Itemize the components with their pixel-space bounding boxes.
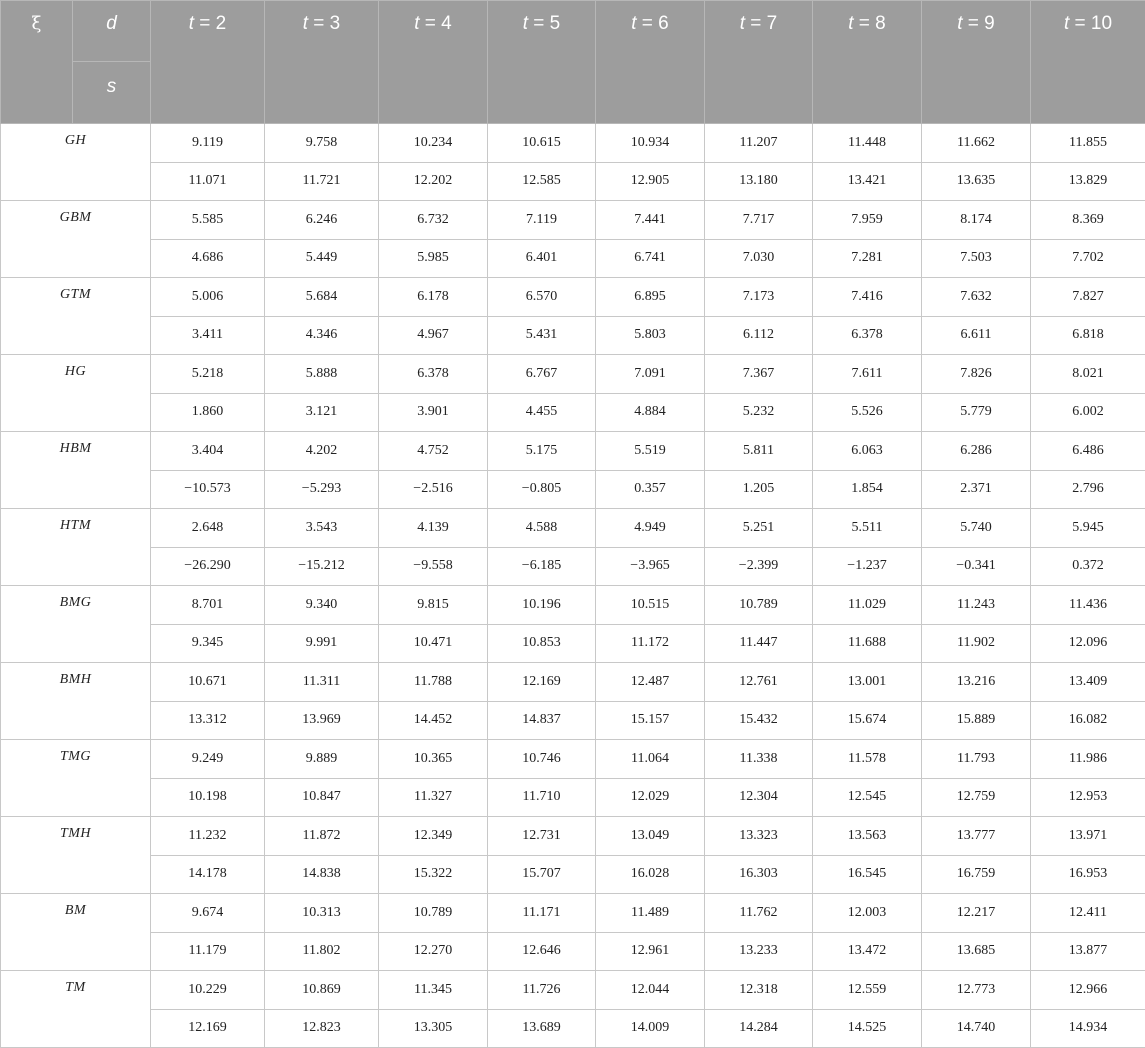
table-cell: 2.371 [922, 470, 1031, 509]
table-cell: 4.346 [265, 316, 379, 355]
table-cell: 12.044 [596, 971, 705, 1010]
table-cell: 8.021 [1031, 355, 1145, 394]
table-cell: 6.570 [488, 278, 596, 317]
table-cell: 4.949 [596, 509, 705, 548]
table-row [1, 740, 1145, 779]
table-cell: 9.758 [265, 124, 379, 163]
table-cell: 4.686 [151, 239, 265, 278]
table-cell: 5.779 [922, 393, 1031, 432]
table-cell: 13.777 [922, 817, 1031, 856]
table-row [1, 663, 1145, 702]
table-cell: −10.573 [151, 470, 265, 509]
table-cell: 6.611 [922, 316, 1031, 355]
table-cell: 11.802 [265, 932, 379, 971]
table-cell: 13.829 [1031, 162, 1145, 201]
table-cell: 14.934 [1031, 1009, 1145, 1048]
table-cell: 11.338 [705, 740, 813, 779]
table-row [1, 1009, 1145, 1048]
table-cell: 12.411 [1031, 894, 1145, 933]
table-cell: 4.455 [488, 393, 596, 432]
header-t-col: t = 5 [488, 1, 596, 124]
table-cell: 11.345 [379, 971, 488, 1010]
table-cell: 11.179 [151, 932, 265, 971]
table-cell: −26.290 [151, 547, 265, 586]
table-cell: 12.169 [488, 663, 596, 702]
table-cell: 7.281 [813, 239, 922, 278]
header-t-col: t = 2 [151, 1, 265, 124]
table-row [1, 971, 1145, 1010]
table-cell: 12.559 [813, 971, 922, 1010]
table-cell: 6.002 [1031, 393, 1145, 432]
table-cell: 15.157 [596, 701, 705, 740]
table-cell: 11.172 [596, 624, 705, 663]
table-cell: 5.449 [265, 239, 379, 278]
table-cell: 6.895 [596, 278, 705, 317]
table-cell: 9.815 [379, 586, 488, 625]
table-body [1, 124, 1145, 1048]
table-cell: 11.986 [1031, 740, 1145, 779]
table-cell: 7.826 [922, 355, 1031, 394]
table-row [1, 778, 1145, 817]
table-cell: 12.003 [813, 894, 922, 933]
table-cell: 12.731 [488, 817, 596, 856]
table-cell: 5.175 [488, 432, 596, 471]
table-cell: 6.063 [813, 432, 922, 471]
table-cell: 13.685 [922, 932, 1031, 971]
table-cell: 11.232 [151, 817, 265, 856]
table-cell: 15.432 [705, 701, 813, 740]
table-cell: 5.218 [151, 355, 265, 394]
table-cell: 6.818 [1031, 316, 1145, 355]
table-cell: 7.030 [705, 239, 813, 278]
table-cell: 13.323 [705, 817, 813, 856]
row-label: TMG [1, 740, 151, 817]
table-cell: −15.212 [265, 547, 379, 586]
table-cell: 16.545 [813, 855, 922, 894]
table-cell: 15.322 [379, 855, 488, 894]
table-cell: −3.965 [596, 547, 705, 586]
table-cell: 9.991 [265, 624, 379, 663]
table-cell: 11.207 [705, 124, 813, 163]
table-cell: 11.489 [596, 894, 705, 933]
table-cell: 10.869 [265, 971, 379, 1010]
table-cell: 12.304 [705, 778, 813, 817]
table-cell: 13.969 [265, 701, 379, 740]
table-cell: 10.515 [596, 586, 705, 625]
table-cell: 11.726 [488, 971, 596, 1010]
table-cell: 5.585 [151, 201, 265, 240]
table-cell: −1.237 [813, 547, 922, 586]
table-row [1, 355, 1145, 394]
table-cell: 5.945 [1031, 509, 1145, 548]
table-cell: 3.901 [379, 393, 488, 432]
table-cell: 16.759 [922, 855, 1031, 894]
table-cell: 10.234 [379, 124, 488, 163]
table-cell: 11.071 [151, 162, 265, 201]
table-cell: 13.216 [922, 663, 1031, 702]
table-cell: 2.796 [1031, 470, 1145, 509]
table-cell: 6.286 [922, 432, 1031, 471]
table-cell: 11.171 [488, 894, 596, 933]
table-cell: 7.091 [596, 355, 705, 394]
table-row [1, 624, 1145, 663]
table-cell: 9.119 [151, 124, 265, 163]
table-cell: 3.121 [265, 393, 379, 432]
table-row [1, 432, 1145, 471]
table-cell: −5.293 [265, 470, 379, 509]
table-cell: 6.401 [488, 239, 596, 278]
table-cell: 5.811 [705, 432, 813, 471]
table-row [1, 239, 1145, 278]
row-label: HG [1, 355, 151, 432]
table-cell: 12.318 [705, 971, 813, 1010]
header-t-col: t = 8 [813, 1, 922, 124]
table-cell: 1.860 [151, 393, 265, 432]
table-cell: 10.853 [488, 624, 596, 663]
row-label: GH [1, 124, 151, 201]
table-cell: 4.967 [379, 316, 488, 355]
table-cell: −6.185 [488, 547, 596, 586]
table-cell: 11.327 [379, 778, 488, 817]
table-cell: 11.793 [922, 740, 1031, 779]
table-cell: 4.202 [265, 432, 379, 471]
table-cell: 5.519 [596, 432, 705, 471]
table-cell: 10.789 [379, 894, 488, 933]
table-cell: 12.270 [379, 932, 488, 971]
table-cell: 2.648 [151, 509, 265, 548]
table-cell: −0.805 [488, 470, 596, 509]
table-cell: 16.028 [596, 855, 705, 894]
table-cell: 13.180 [705, 162, 813, 201]
table-cell: 12.349 [379, 817, 488, 856]
row-label: BMG [1, 586, 151, 663]
table-row [1, 470, 1145, 509]
table-cell: 11.243 [922, 586, 1031, 625]
table-cell: 14.525 [813, 1009, 922, 1048]
table-cell: 7.173 [705, 278, 813, 317]
table-cell: 14.178 [151, 855, 265, 894]
row-label: TMH [1, 817, 151, 894]
table-cell: 3.404 [151, 432, 265, 471]
table-cell: 1.854 [813, 470, 922, 509]
table-row [1, 547, 1145, 586]
table-cell: 11.448 [813, 124, 922, 163]
row-label: GTM [1, 278, 151, 355]
table-cell: 4.139 [379, 509, 488, 548]
table-cell: 14.837 [488, 701, 596, 740]
table-cell: 3.543 [265, 509, 379, 548]
table-cell: 5.740 [922, 509, 1031, 548]
table-cell: 10.934 [596, 124, 705, 163]
table-cell: 10.229 [151, 971, 265, 1010]
table-row [1, 201, 1145, 240]
header-d: d [73, 1, 151, 62]
table-cell: 14.452 [379, 701, 488, 740]
table-cell: −2.516 [379, 470, 488, 509]
table-row [1, 817, 1145, 856]
table-cell: 3.411 [151, 316, 265, 355]
row-label: BM [1, 894, 151, 971]
table-cell: 5.431 [488, 316, 596, 355]
header-t-col: t = 3 [265, 1, 379, 124]
table-cell: 12.545 [813, 778, 922, 817]
header-t-col: t = 9 [922, 1, 1031, 124]
table-row [1, 701, 1145, 740]
table-cell: 7.416 [813, 278, 922, 317]
table-cell: 5.888 [265, 355, 379, 394]
table-cell: 15.889 [922, 701, 1031, 740]
table-cell: 12.169 [151, 1009, 265, 1048]
table-cell: 13.409 [1031, 663, 1145, 702]
table-row [1, 932, 1145, 971]
table-cell: 12.823 [265, 1009, 379, 1048]
table-cell: 11.447 [705, 624, 813, 663]
header-t-col: t = 4 [379, 1, 488, 124]
table-cell: 13.877 [1031, 932, 1145, 971]
table-cell: 13.635 [922, 162, 1031, 201]
table-cell: 6.767 [488, 355, 596, 394]
table-row [1, 278, 1145, 317]
header-t-col: t = 10 [1031, 1, 1145, 124]
table-cell: 5.684 [265, 278, 379, 317]
table-cell: 13.312 [151, 701, 265, 740]
table-cell: 10.365 [379, 740, 488, 779]
table-cell: 6.732 [379, 201, 488, 240]
table-cell: 14.009 [596, 1009, 705, 1048]
table-cell: 12.966 [1031, 971, 1145, 1010]
table-cell: 16.303 [705, 855, 813, 894]
table-cell: 12.487 [596, 663, 705, 702]
table-row [1, 124, 1145, 163]
table-cell: 0.372 [1031, 547, 1145, 586]
table-cell: 11.029 [813, 586, 922, 625]
table-cell: 10.847 [265, 778, 379, 817]
table-row [1, 586, 1145, 625]
table-row [1, 316, 1145, 355]
table-cell: 6.486 [1031, 432, 1145, 471]
table-cell: 7.441 [596, 201, 705, 240]
table-cell: 7.827 [1031, 278, 1145, 317]
row-label: BMH [1, 663, 151, 740]
table-cell: 11.855 [1031, 124, 1145, 163]
table-cell: 13.971 [1031, 817, 1145, 856]
table-cell: 6.112 [705, 316, 813, 355]
table-cell: 11.662 [922, 124, 1031, 163]
table-cell: 11.311 [265, 663, 379, 702]
table-row [1, 393, 1145, 432]
table-row [1, 162, 1145, 201]
table-cell: 11.688 [813, 624, 922, 663]
table-cell: 14.284 [705, 1009, 813, 1048]
table-row [1, 509, 1145, 548]
table-cell: 10.471 [379, 624, 488, 663]
table-cell: 7.503 [922, 239, 1031, 278]
table-cell: 9.345 [151, 624, 265, 663]
table-cell: 9.889 [265, 740, 379, 779]
table-cell: 10.671 [151, 663, 265, 702]
table-cell: 5.251 [705, 509, 813, 548]
table-cell: 12.953 [1031, 778, 1145, 817]
table-cell: 12.202 [379, 162, 488, 201]
table-cell: 9.674 [151, 894, 265, 933]
row-label: HBM [1, 432, 151, 509]
table-cell: 12.096 [1031, 624, 1145, 663]
header-t-col: t = 6 [596, 1, 705, 124]
table-cell: 12.029 [596, 778, 705, 817]
table-cell: 15.707 [488, 855, 596, 894]
table-cell: 10.313 [265, 894, 379, 933]
table-cell: 5.985 [379, 239, 488, 278]
table-cell: 10.198 [151, 778, 265, 817]
table-cell: 10.196 [488, 586, 596, 625]
table-cell: 16.082 [1031, 701, 1145, 740]
table-cell: 12.905 [596, 162, 705, 201]
table-cell: 12.585 [488, 162, 596, 201]
table-cell: 13.689 [488, 1009, 596, 1048]
table-cell: 9.249 [151, 740, 265, 779]
table-cell: 10.789 [705, 586, 813, 625]
table-cell: 7.367 [705, 355, 813, 394]
table-cell: 11.064 [596, 740, 705, 779]
table-cell: 8.174 [922, 201, 1031, 240]
table-row [1, 894, 1145, 933]
table-cell: 6.178 [379, 278, 488, 317]
table-cell: 10.746 [488, 740, 596, 779]
header-s: s [73, 62, 151, 124]
table-cell: 14.838 [265, 855, 379, 894]
table-cell: 11.788 [379, 663, 488, 702]
table-cell: 5.526 [813, 393, 922, 432]
table-cell: 7.959 [813, 201, 922, 240]
table-cell: 13.472 [813, 932, 922, 971]
table-cell: 16.953 [1031, 855, 1145, 894]
table-cell: 1.205 [705, 470, 813, 509]
table-cell: 7.632 [922, 278, 1031, 317]
table-cell: 4.884 [596, 393, 705, 432]
table-cell: −2.399 [705, 547, 813, 586]
table-cell: 12.773 [922, 971, 1031, 1010]
table-cell: 7.717 [705, 201, 813, 240]
table-cell: −0.341 [922, 547, 1031, 586]
table-cell: 11.436 [1031, 586, 1145, 625]
table-cell: 7.119 [488, 201, 596, 240]
table-cell: 15.674 [813, 701, 922, 740]
table-header [1, 1, 1145, 124]
table-cell: 8.701 [151, 586, 265, 625]
table-cell: 5.232 [705, 393, 813, 432]
header-xi: ξ [1, 1, 73, 124]
table-cell: 11.721 [265, 162, 379, 201]
table-cell: 13.563 [813, 817, 922, 856]
header-t-col: t = 7 [705, 1, 813, 124]
table-cell: 7.611 [813, 355, 922, 394]
table-row [1, 855, 1145, 894]
table-cell: 11.762 [705, 894, 813, 933]
table-cell: 6.378 [379, 355, 488, 394]
table-cell: 6.741 [596, 239, 705, 278]
table-cell: 13.305 [379, 1009, 488, 1048]
row-label: GBM [1, 201, 151, 278]
table-cell: 5.006 [151, 278, 265, 317]
table-cell: 14.740 [922, 1009, 1031, 1048]
table-cell: 13.049 [596, 817, 705, 856]
table-cell: 13.421 [813, 162, 922, 201]
table-cell: 12.217 [922, 894, 1031, 933]
table-cell: 4.752 [379, 432, 488, 471]
table-cell: 12.759 [922, 778, 1031, 817]
table-cell: 4.588 [488, 509, 596, 548]
table-cell: 11.902 [922, 624, 1031, 663]
row-label: HTM [1, 509, 151, 586]
table-cell: 10.615 [488, 124, 596, 163]
row-label: TM [1, 971, 151, 1048]
table-cell: 5.511 [813, 509, 922, 548]
table-cell: 5.803 [596, 316, 705, 355]
table-cell: −9.558 [379, 547, 488, 586]
table-cell: 9.340 [265, 586, 379, 625]
table-cell: 12.961 [596, 932, 705, 971]
table-cell: 0.357 [596, 470, 705, 509]
table-cell: 8.369 [1031, 201, 1145, 240]
table-cell: 11.872 [265, 817, 379, 856]
table-cell: 12.761 [705, 663, 813, 702]
table-cell: 6.246 [265, 201, 379, 240]
table-cell: 12.646 [488, 932, 596, 971]
table-cell: 13.001 [813, 663, 922, 702]
table-cell: 7.702 [1031, 239, 1145, 278]
table-cell: 11.578 [813, 740, 922, 779]
table-cell: 13.233 [705, 932, 813, 971]
table-cell: 6.378 [813, 316, 922, 355]
table-cell: 11.710 [488, 778, 596, 817]
